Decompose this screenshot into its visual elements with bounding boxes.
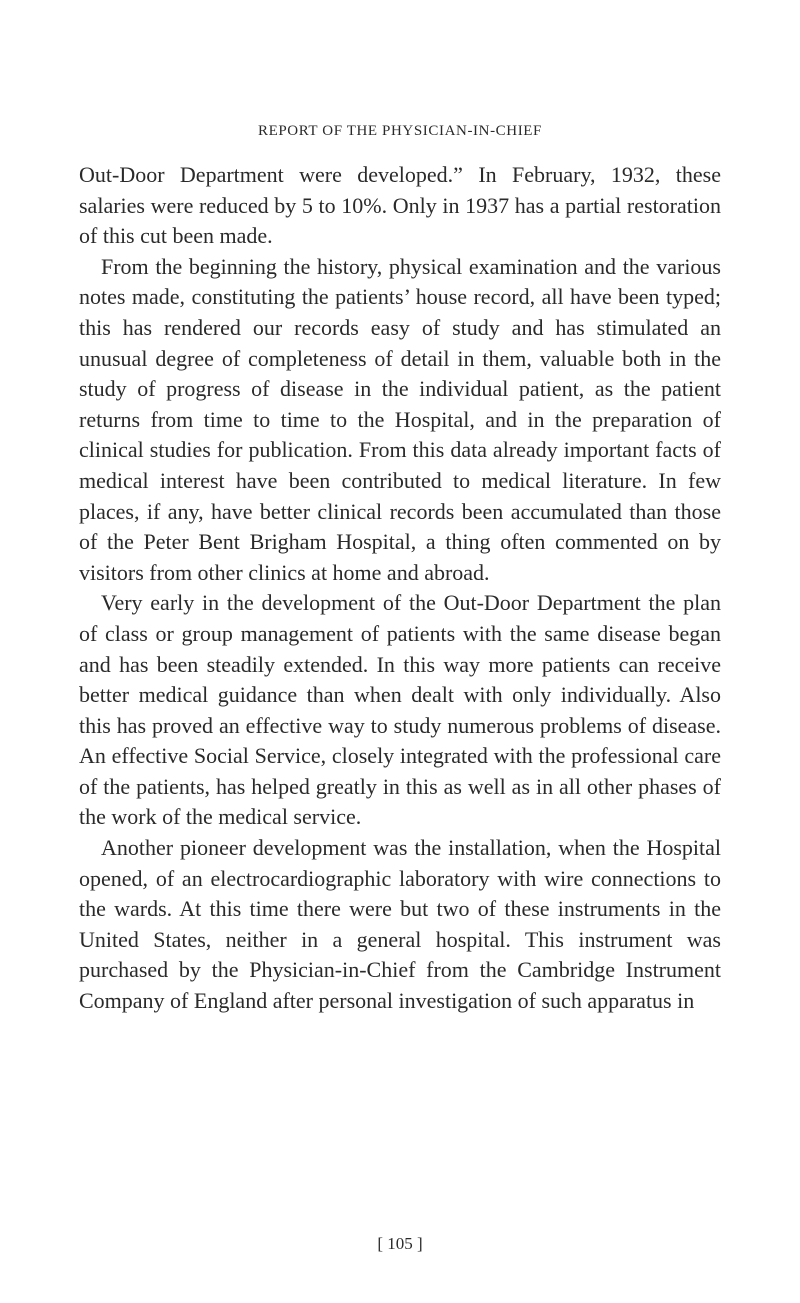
page-number: [ 105 ] <box>377 1234 423 1253</box>
paragraph-continuation: Out-Door Department were developed.” In February, 1932, these salaries were reduced by 5 to 10%. Only in 1937 has a partial restoration of this cut been made. <box>79 162 721 249</box>
paragraph-records: From the beginning the history, physical examination and the various notes made, constituting the patients’ house record, all have been typed; this has rendered our records easy of study and has stimulated an unusual degree of completeness of detail in them, valuable both in the study of progress of disease in the individual patient, as the patient returns from time to time to the Hospital, and in the preparation of clinical studies for publication. From this data already important facts of medical interest have been contributed to medical literature. In few places, if any, have better clinical records been accumulated than those of the Peter Bent Brigham Hospital, a thing often commented on by visitors from other clinics at home and abroad. <box>79 253 721 585</box>
paragraph-group-management: Very early in the development of the Out-Door Department the plan of class or group management of patients with the same disease began and has been steadily extended. In this way more patients can receive better medical guidance than when dealt with only individually. Also this has proved an effective way to study numerous problems of disease. An effective Social Service, closely integrated with the professional care of the patients, has helped greatly in this as well as in all other phases of the work of the medical service. <box>79 590 721 830</box>
body-text <box>79 160 721 1017</box>
paragraph-electrocardiograph: Another pioneer development was the installation, when the Hospital opened, of an electrocardiographic laboratory with wire connections to the wards. At this time there were but two of these instruments in the United States, neither in a general hospital. This instrument was purchased by the Physician-in-Chief from the Cambridge Instrument Company of England after personal investigation of such apparatus in <box>79 835 721 1014</box>
running-head: REPORT OF THE PHYSICIAN-IN-CHIEF <box>257 123 542 139</box>
